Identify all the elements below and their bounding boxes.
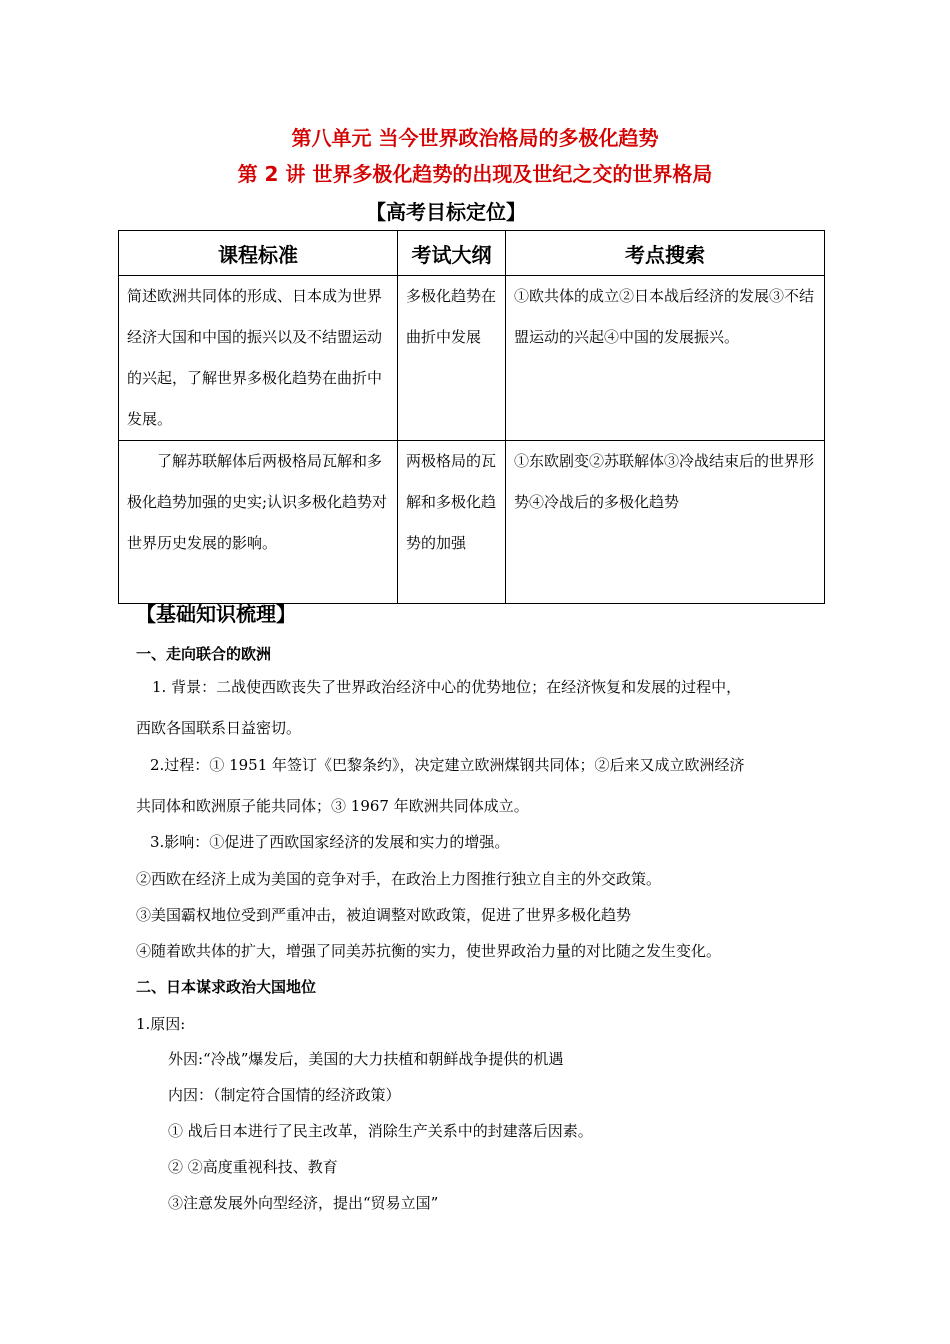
- curriculum-table: [118, 230, 825, 604]
- text-line: 1. 背景：二战使西欧丧失了世界政治经济中心的优势地位；在经济恢复和发展的过程中，: [152, 678, 742, 696]
- text-line: 3.影响：①促进了西欧国家经济的发展和实力的增强。: [150, 833, 510, 851]
- header-syllabus: 考试大纲: [398, 231, 506, 276]
- table-cell: 了解苏联解体后两极格局瓦解和多极化趋势加强的史实;认识多极化趋势对世界历史发展的影响。: [119, 441, 398, 604]
- text-line: ②西欧在经济上成为美国的竞争对手，在政治上力图推行独立自主的外交政策。: [136, 870, 662, 888]
- table-cell: ①东欧剧变②苏联解体③冷战结束后的世界形势④冷战后的多极化趋势: [506, 441, 825, 604]
- text-line: 外因:“冷战”爆发后，美国的大力扶植和朝鲜战争提供的机遇: [168, 1050, 564, 1068]
- lesson-title: 第 2 讲 世界多极化趋势的出现及世纪之交的世界格局: [237, 162, 713, 186]
- text-line: ④随着欧共体的扩大，增强了同美苏抗衡的实力，使世界政治力量的对比随之发生变化。: [136, 942, 722, 960]
- text-line: 西欧各国联系日益密切。: [136, 719, 302, 737]
- unit-title: 第八单元 当今世界政治格局的多极化趋势: [291, 126, 659, 150]
- text-line: 内因：（制定符合国情的经济政策）: [168, 1086, 401, 1104]
- section-heading-japan: 二、日本谋求政治大国地位: [136, 978, 317, 996]
- table-row: [119, 441, 825, 604]
- text-line: ③注意发展外向型经济，提出“贸易立国”: [168, 1194, 439, 1212]
- goal-heading: 【高考目标定位】: [366, 200, 526, 224]
- basics-heading: 【基础知识梳理】: [136, 602, 296, 626]
- text-line: ① 战后日本进行了民主改革，消除生产关系中的封建落后因素。: [168, 1122, 593, 1140]
- section-heading-europe: 一、走向联合的欧洲: [136, 645, 272, 663]
- table-cell: ①欧共体的成立②日本战后经济的发展③不结盟运动的兴起④中国的发展振兴。: [506, 276, 825, 441]
- text-line: ③美国霸权地位受到严重冲击，被迫调整对欧政策，促进了世界多极化趋势: [136, 906, 632, 924]
- table-cell: 两极格局的瓦解和多极化趋势的加强: [398, 441, 506, 604]
- table-header-row: [119, 231, 825, 276]
- text-line: 2.过程：① 1951 年签订《巴黎条约》，决定建立欧洲煤钢共同体；②后来又成立欧洲经济: [150, 756, 745, 774]
- table-row: [119, 276, 825, 441]
- header-search: 考点搜索: [506, 231, 825, 276]
- text-line: 1.原因:: [136, 1015, 186, 1033]
- text-line: 共同体和欧洲原子能共同体；③ 1967 年欧洲共同体成立。: [136, 797, 529, 815]
- text-line: ② ②高度重视科技、教育: [168, 1158, 338, 1176]
- table-cell: 多极化趋势在曲折中发展: [398, 276, 506, 441]
- header-standard: 课程标准: [119, 231, 398, 276]
- table-cell: 简述欧洲共同体的形成、日本成为世界经济大国和中国的振兴以及不结盟运动的兴起，了解世界多极化趋势在曲折中发展。: [119, 276, 398, 441]
